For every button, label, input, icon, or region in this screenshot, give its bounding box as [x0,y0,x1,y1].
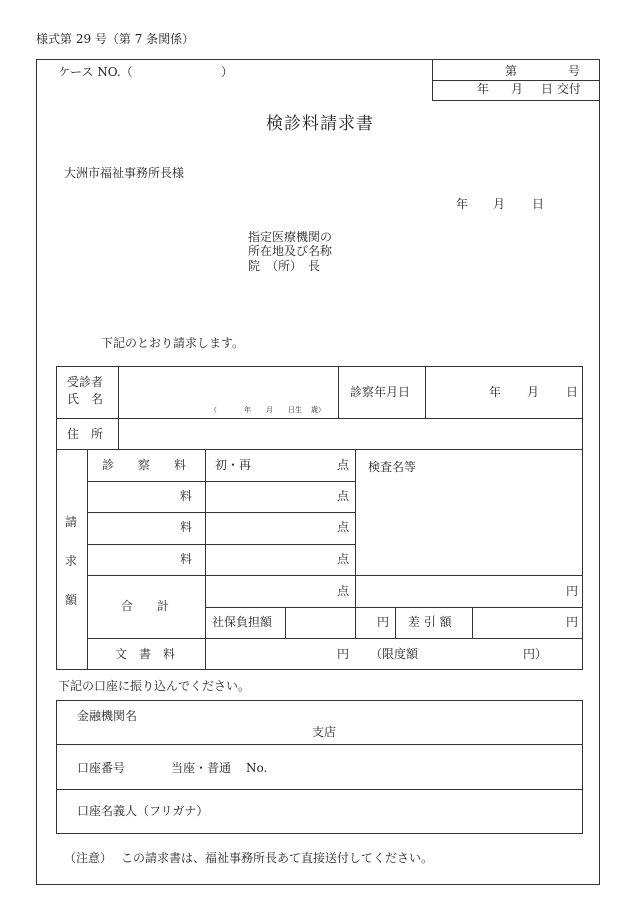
page-title: 検診料請求書 [266,114,374,134]
note-label: （注意） [64,851,113,865]
document-fee-label: 文 書 料 [115,647,176,661]
shaho-label: 社保負担額 [212,615,273,629]
issue-hi-koufu: 日 交付 [541,82,581,96]
table-line-v-points [355,449,356,639]
table-line-v-label [118,366,119,450]
table-line-h3 [56,449,583,450]
table-line-v-right [582,366,583,670]
fee-row-3-name: 料 [180,520,193,534]
bank-line-h3 [56,789,583,790]
table-line-h6 [87,544,355,545]
table-line-v-examdate-r [425,366,426,419]
table-line-h10 [56,669,583,670]
account-holder-label: 口座名義人（フリガナ） [77,804,209,818]
birth-sai: 歳） [311,406,325,414]
table-line-v-sashihiki-l [395,607,396,639]
issue-box-mid [432,80,600,81]
birth-tsuki: 月 [266,406,273,414]
birth-nen: 年 [244,406,251,414]
document-fee-limit-open: （限度額 [370,647,419,661]
patient-label-2: 氏 名 [67,392,104,406]
exam-date-label: 診察年月日 [350,385,411,399]
table-line-h9 [87,638,583,639]
table-line-h7 [87,575,583,576]
table-line-v-shaho [285,607,286,639]
table-line-v-side [87,449,88,670]
table-line-h2 [56,418,583,419]
frame-bottom [36,884,600,885]
institution-line3: 院 （所） 長 [248,259,321,273]
bank-line-h2 [56,744,583,745]
total-label: 合 計 [121,599,170,613]
total-yen-unit: 円 [566,584,579,598]
fee-row-2-unit: 点 [337,489,350,503]
fee-row-4-name: 料 [180,552,193,566]
table-line-h1 [56,366,583,367]
fee-row-3-unit: 点 [337,520,350,534]
exam-tsuki: 月 [527,385,540,399]
case-number-label: ケース NO.（ [58,65,133,79]
total-points-unit: 点 [337,584,350,598]
intro-text: 下記のとおり請求します。 [101,336,245,350]
birth-hi: 日生 [288,406,302,414]
institution-line1: 指定医療機関の [248,230,333,244]
frame-right [599,59,600,885]
bank-line-v-left [56,700,57,834]
exam-name-label: 検査名等 [368,460,417,474]
claim-side-label-2: 求 [65,554,78,568]
institution-line2: 所在地及び名称 [248,244,333,258]
table-line-h5 [87,512,355,513]
account-no-label: No. [246,761,268,775]
fee-row-4-unit: 点 [337,552,350,566]
issue-dai: 第 [505,64,518,78]
note-text: この請求書は、福祉事務所長あて直接送付してください。 [121,851,434,865]
addressee: 大洲市福祉事務所長様 [64,166,185,180]
document-fee-limit-close: 円） [523,647,548,661]
account-type: 当座・普通 [171,761,232,775]
address-label: 住 所 [67,427,104,441]
account-number-label: 口座番号 [77,761,126,775]
bank-line-h1 [56,700,583,701]
frame-left [36,59,37,885]
transfer-note: 下記の口座に振り込んでください。 [58,679,251,693]
fee-row-1-name: 診 察 料 [102,458,187,472]
form-number: 様式第 29 号（第 7 条関係） [36,32,195,46]
case-number-close: ） [221,65,234,79]
issue-box-bottom [432,100,600,101]
shaho-unit: 円 [377,615,390,629]
exam-hi: 日 [566,385,579,399]
exam-nen: 年 [489,385,502,399]
issue-go: 号 [568,64,581,78]
birth-open: （ [210,406,217,414]
table-line-v-name [205,449,206,670]
claim-side-label-1: 請 [65,515,78,529]
issue-tsuki: 月 [511,82,524,96]
fee-row-1-unit: 点 [337,458,350,472]
document-fee-unit: 円 [337,647,350,661]
fee-row-1-sub: 初・再 [215,458,252,472]
bank-line-h4 [56,833,583,834]
frame-top [36,59,600,60]
date-nen: 年 [456,197,469,211]
date-tsuki: 月 [493,197,506,211]
bank-line-v-right [582,700,583,834]
sashihiki-label: 差 引 額 [408,615,452,629]
table-line-h8 [205,607,583,608]
table-line-v-examdate-l [338,366,339,419]
table-line-v-sashihiki-r [472,607,473,639]
table-line-h4 [87,481,355,482]
patient-label-1: 受診者 [67,375,104,389]
fee-row-2-name: 料 [180,489,193,503]
issue-nen: 年 [477,82,490,96]
claim-side-label-3: 額 [65,593,78,607]
bank-institution-label: 金融機関名 [77,709,138,723]
sashihiki-unit: 円 [566,615,579,629]
date-hi: 日 [532,197,545,211]
bank-branch-label: 支店 [312,725,337,739]
table-line-v-left [56,366,57,670]
